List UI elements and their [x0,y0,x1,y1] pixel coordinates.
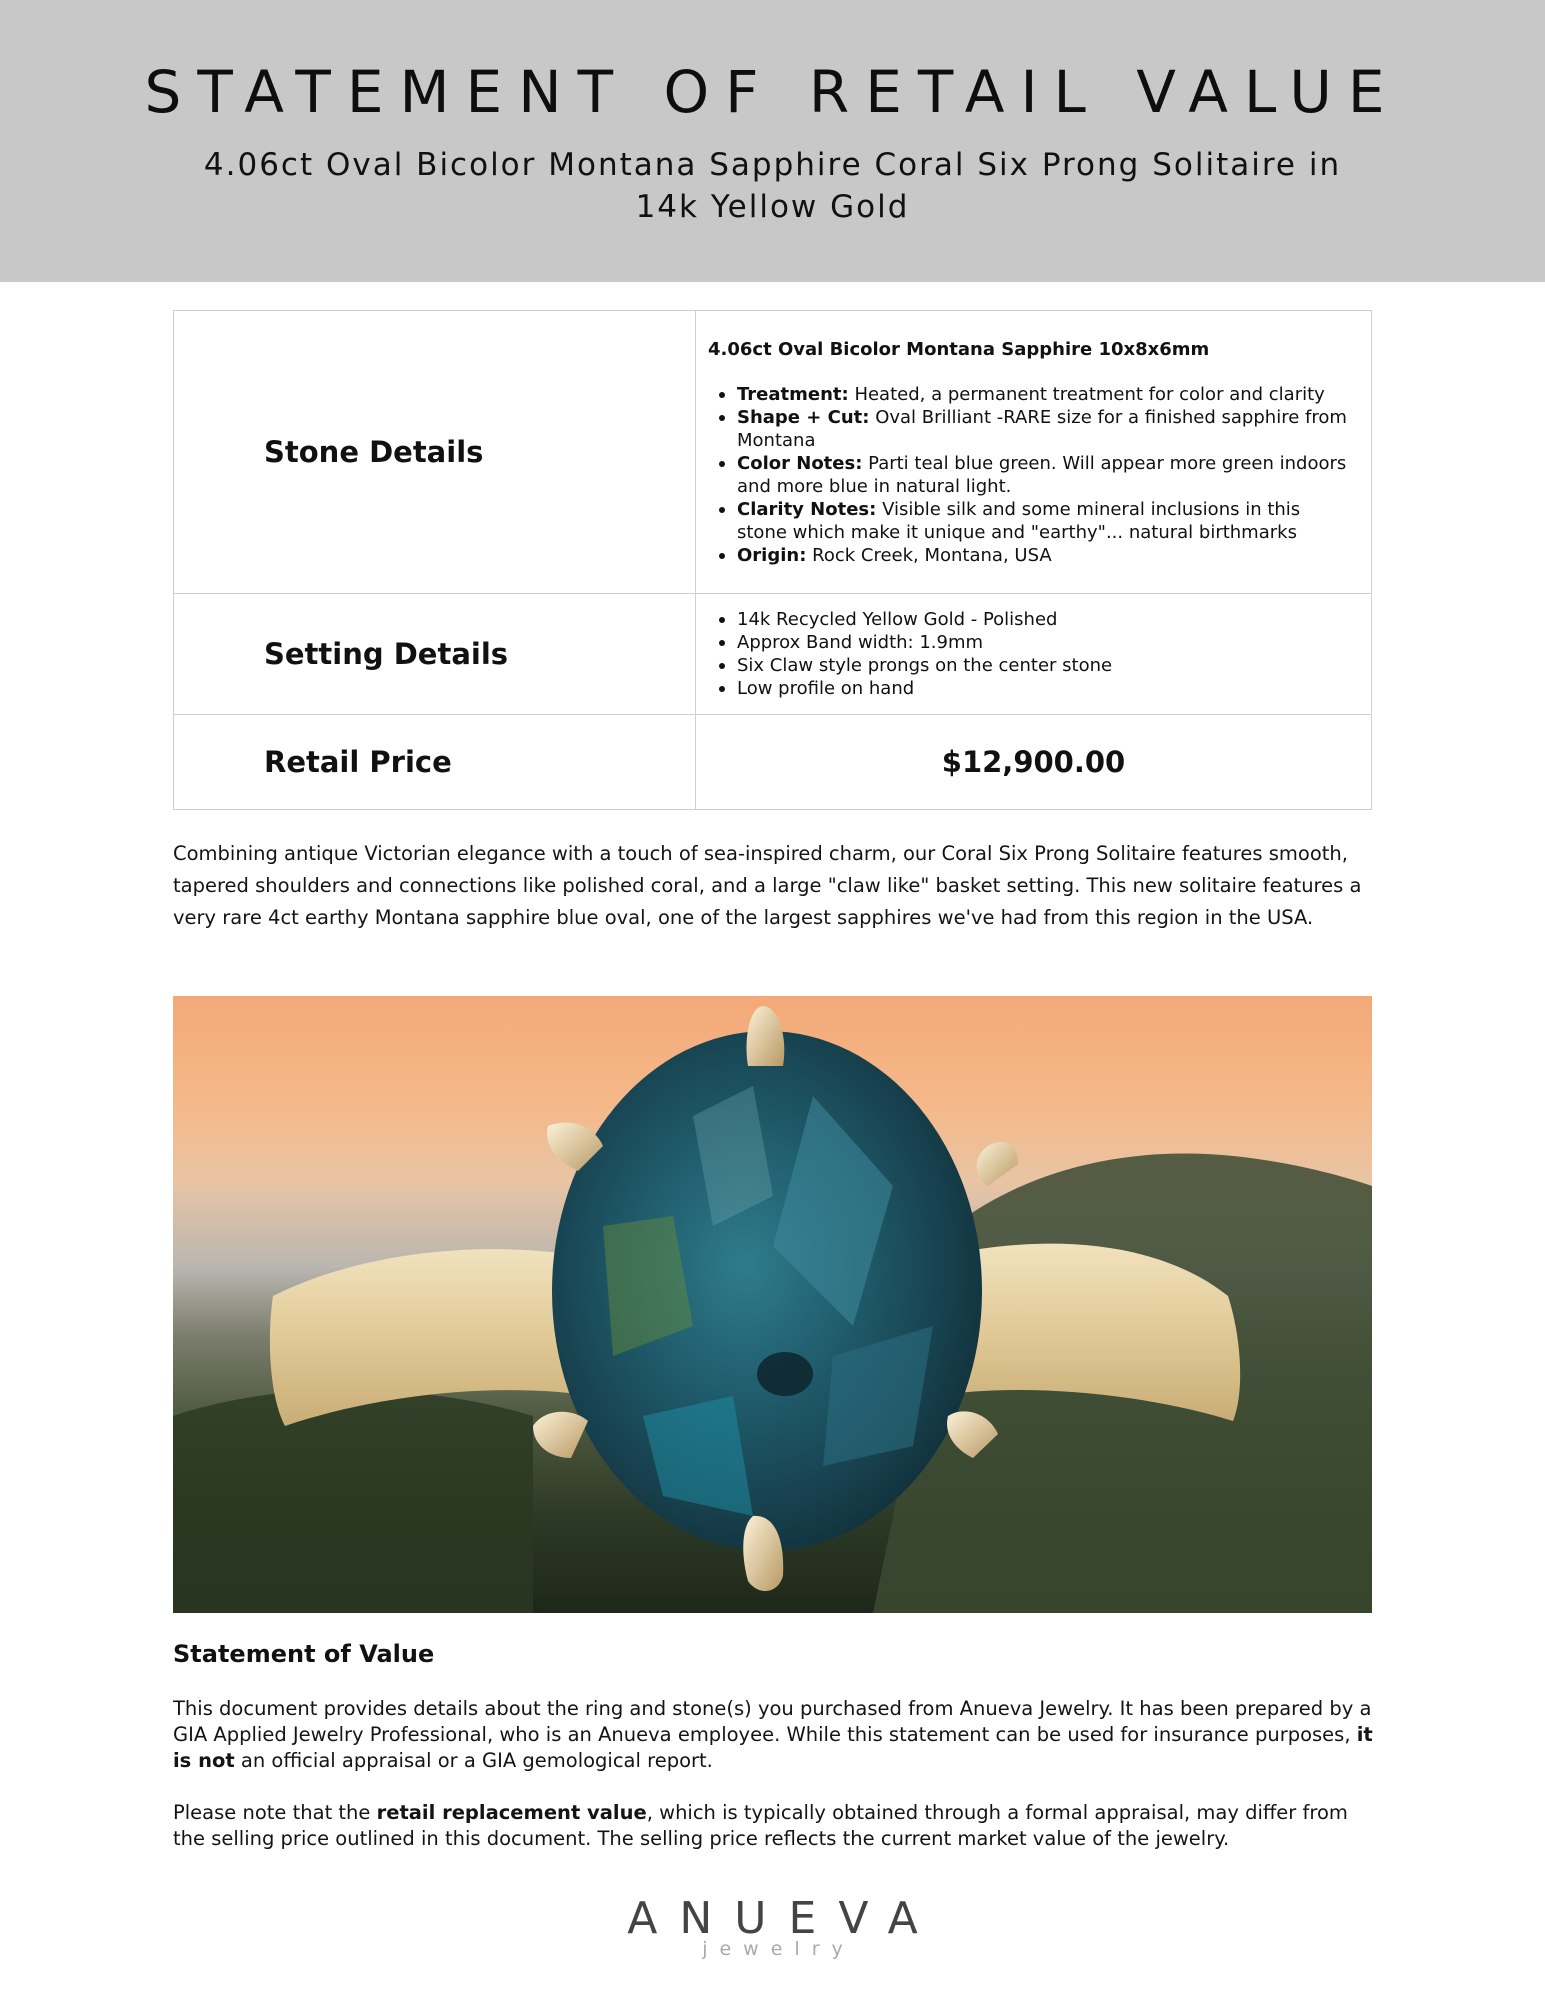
list-item [708,383,1353,406]
header-band [0,0,1545,282]
list-item-value: Rock Creek, Montana, USA [806,544,1052,566]
ring-illustration [173,996,1372,1613]
anueva-logo [0,1893,1545,1960]
statement-text: Please note that the [173,1801,377,1824]
list-item-key: Treatment: [737,383,849,405]
list-item-value: Heated, a permanent treatment for color and clarity [848,383,1325,405]
list-item: Low profile on hand [708,677,1353,700]
list-item-value: Parti teal blue green. Will appear more green indoors and more blue in natural light. [737,452,1347,497]
retail-price-row [174,715,1372,810]
statement-emphasis: it is not [173,1723,1373,1772]
page-subtitle: 4.06ct Oval Bicolor Montana Sapphire Coral Six Prong Solitaire in 14k Yellow Gold [203,147,1342,225]
statement-emphasis: retail replacement value [376,1801,647,1824]
stone-details-label: Stone Details [174,311,696,594]
product-description: Combining antique Victorian elegance with a touch of sea-inspired charm, our Coral Six Prong Solitaire features smooth, tapered shoulders and connections like polished coral, and a large "claw like" basket setting. This new solitaire features a very rare 4ct earthy Montana sapphire blue oval, one of the largest sapphires we've had from this region in the USA. [173,842,1362,929]
setting-details-list [708,608,1353,700]
list-item [708,406,1353,452]
stone-details-row [174,311,1372,594]
statement-text: an official appraisal or a GIA gemological report. [234,1749,713,1772]
stone-heading: 4.06ct Oval Bicolor Montana Sapphire 10x8x6mm [708,338,1210,360]
list-item [708,452,1353,498]
statement-of-value-title: Statement of Value [173,1640,435,1668]
stone-details-list [708,383,1353,567]
setting-details-row [174,594,1372,715]
list-item [708,544,1353,567]
list-item-key: Clarity Notes: [737,498,877,520]
list-item: Six Claw style prongs on the center stone [708,654,1353,677]
statement-paragraph [173,1800,1378,1852]
list-item-value: Oval Brilliant -RARE size for a finished sapphire from Montana [737,406,1347,451]
list-item-value: Visible silk and some mineral inclusions in this stone which make it unique and "earthy"... natural birthmarks [737,498,1301,543]
logo-subtitle: jewelry [702,1938,855,1960]
page-title: STATEMENT OF RETAIL VALUE [144,58,1401,126]
list-item [708,498,1353,544]
prong-shape [746,1006,784,1066]
setting-details-info [696,594,1372,715]
gem-inclusion [757,1352,813,1396]
list-item-key: Origin: [737,544,807,566]
list-item: 14k Recycled Yellow Gold - Polished [708,608,1353,631]
details-table [173,310,1372,810]
hill-shape [173,1390,533,1613]
statement-text: This document provides details about the ring and stone(s) you purchased from Anueva Jewelry. It has been prepared by a GIA Applied Jewelry Professional, who is an Anueva employee. While this statement can be used for insurance purposes, [173,1697,1372,1746]
statement-text: , which is typically obtained through a formal appraisal, may differ from the selling price outlined in this document. The selling price reflects the current market value of the jewelry. [173,1801,1348,1850]
list-item-key: Color Notes: [737,452,863,474]
stone-details-info [696,311,1372,594]
retail-price-label: Retail Price [174,715,696,810]
ring-photo [173,996,1372,1613]
setting-details-label: Setting Details [174,594,696,715]
statement-paragraph [173,1696,1378,1774]
logo-wordmark: ANUEVA [627,1893,940,1944]
retail-price-value: $12,900.00 [696,715,1372,810]
list-item: Approx Band width: 1.9mm [708,631,1353,654]
list-item-key: Shape + Cut: [737,406,870,428]
prong-shape [977,1142,1018,1186]
prong-shape [533,1412,588,1458]
